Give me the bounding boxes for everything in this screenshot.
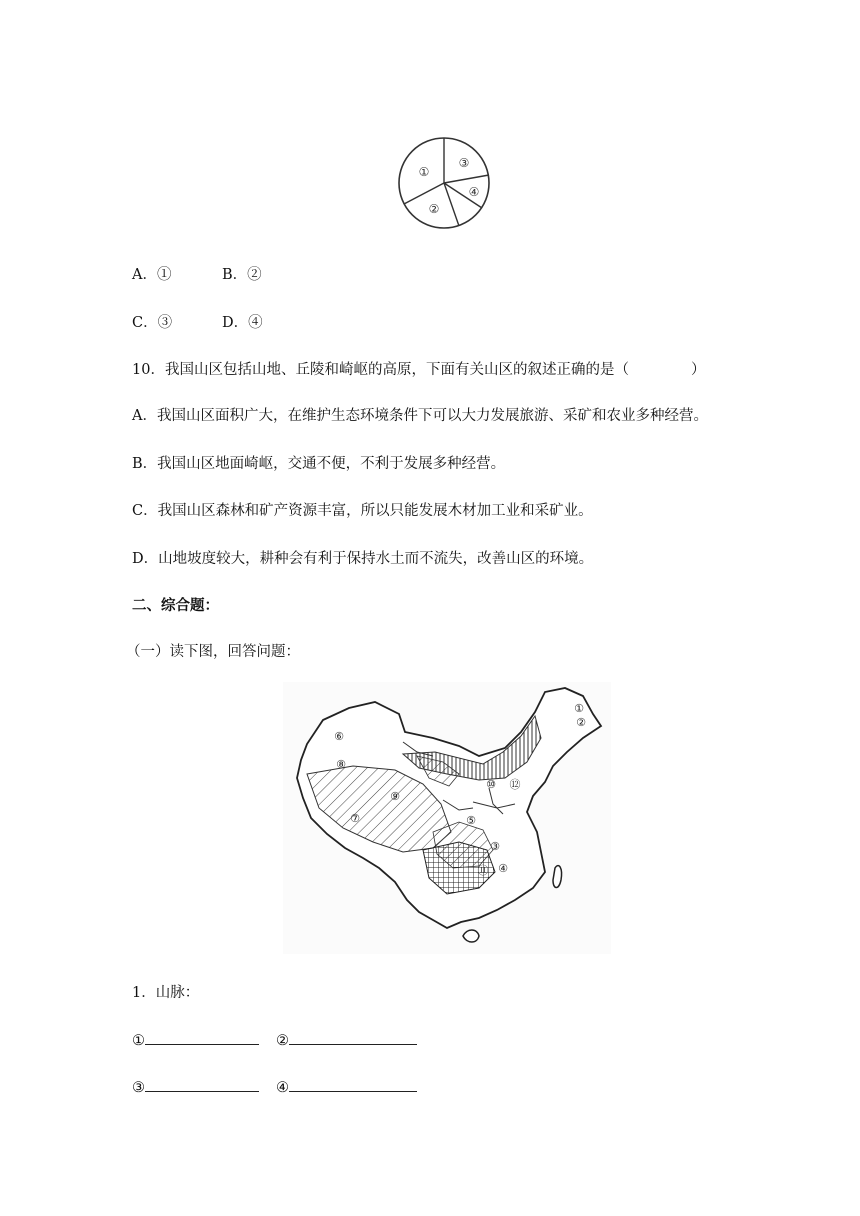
map-marker-9: ⑨ (390, 790, 400, 803)
q10-option-c[interactable]: C．我国山区森林和矿产资源丰富，所以只能发展木材加工业和采矿业。 (132, 503, 593, 519)
map-marker-11: ⑪ (477, 864, 489, 877)
q10-paren-close: ） (690, 362, 706, 378)
map-marker-6: ⑥ (334, 730, 344, 743)
q10-option-a[interactable]: A．我国山区面积广大，在维护生态环境条件下可以大力发展旅游、采矿和农业多种经营。 (132, 408, 708, 424)
q1-blank-3[interactable] (132, 1076, 259, 1098)
q1-blank-2-label: ② (276, 1033, 289, 1049)
q9-option-a[interactable]: A．① (132, 267, 172, 283)
q10-stem (132, 360, 705, 380)
q1-blank-4[interactable] (276, 1076, 417, 1098)
q1-blank-4-label: ④ (276, 1080, 289, 1096)
q1-blank-2[interactable] (276, 1029, 417, 1051)
map-marker-1: ① (574, 702, 584, 715)
q10-stem-text: 10．我国山区包括山地、丘陵和崎岖的高原，下面有关山区的叙述正确的是（ (132, 362, 629, 378)
pie-figure (396, 135, 492, 231)
q1-blank-1-label: ① (132, 1033, 145, 1049)
section-title: 二、综合题： (132, 597, 219, 614)
map-marker-5: ⑤ (466, 814, 476, 827)
q1-label: 1．山脉： (132, 985, 200, 1001)
pie-label-1: ① (418, 165, 430, 179)
section-sub-question: （一）读下图，回答问题： (126, 644, 300, 660)
map-marker-10: ⑩ (486, 778, 496, 791)
map-marker-12: ⑫ (509, 778, 521, 791)
pie-label-4: ④ (468, 185, 480, 199)
q9-option-b[interactable]: B．② (222, 267, 262, 283)
q9-option-d[interactable]: D．④ (222, 315, 263, 331)
q1-blank-3-label: ③ (132, 1080, 145, 1096)
china-map-figure (283, 682, 611, 954)
map-marker-8: ⑧ (336, 758, 346, 771)
map-marker-7: ⑦ (350, 812, 360, 825)
q10-option-d[interactable]: D．山地坡度较大，耕种会有利于保持水土而不流失，改善山区的环境。 (132, 551, 594, 567)
q9-option-c[interactable]: C．③ (132, 315, 173, 331)
map-marker-2: ② (576, 716, 586, 729)
pie-label-3: ③ (458, 156, 470, 170)
map-marker-4: ④ (498, 862, 508, 875)
pie-label-2: ② (428, 202, 440, 216)
q10-option-b[interactable]: B．我国山区地面崎岖，交通不便，不利于发展多种经营。 (132, 456, 506, 472)
q1-blank-1[interactable] (132, 1029, 259, 1051)
map-marker-3: ③ (490, 840, 500, 853)
